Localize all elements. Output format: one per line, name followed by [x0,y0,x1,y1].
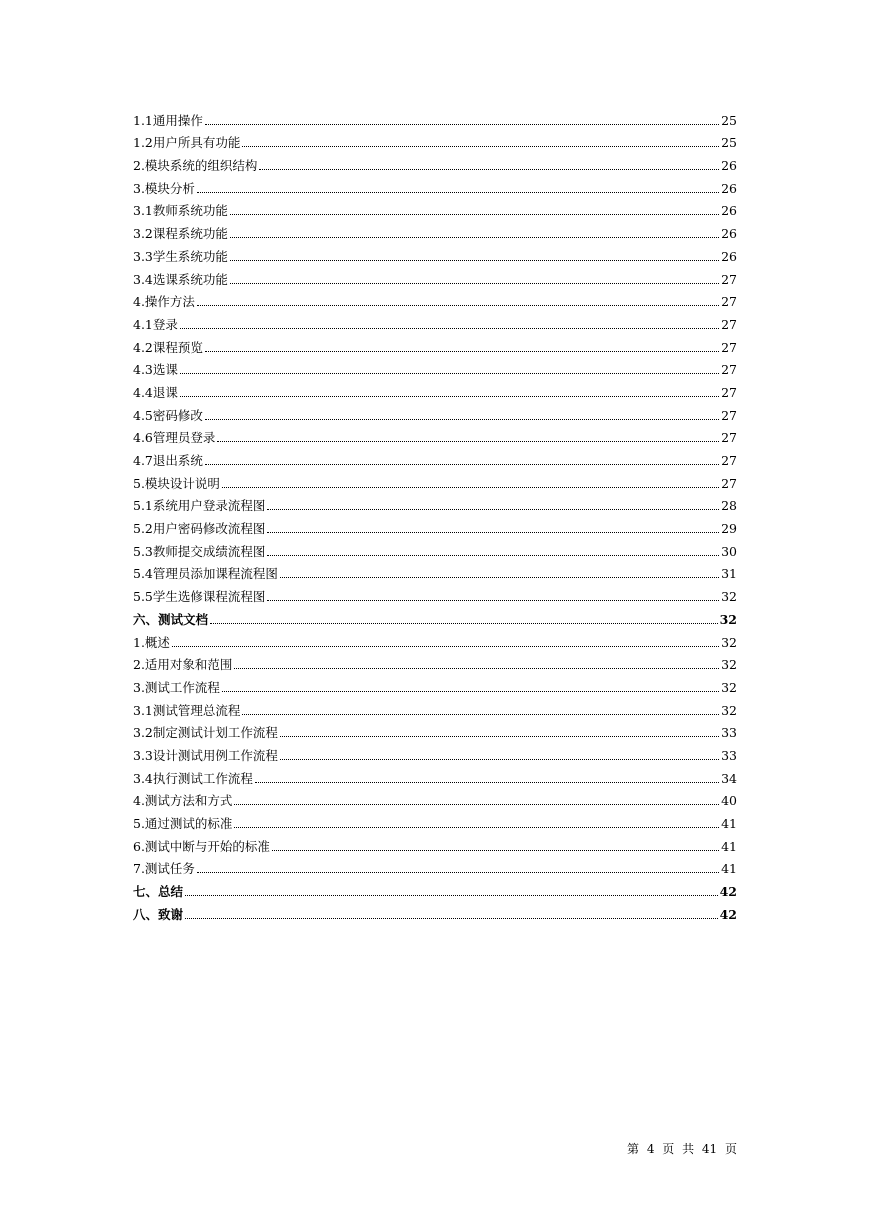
toc-dot-leader [205,418,719,420]
toc-entry-page-number: 26 [721,158,737,174]
toc-entry-label: 5.4管理员添加课程流程图 [133,566,278,582]
toc-entry-label: 5.2用户密码修改流程图 [133,521,266,537]
toc-entry-page-number: 27 [721,384,737,400]
toc-entry-label: 1.1通用操作 [133,112,203,128]
toc-entry-page-number: 42 [719,906,737,922]
toc-dot-leader [197,871,719,873]
toc-entry-page-number: 32 [721,589,737,605]
toc-dot-leader [255,781,719,783]
toc-entry-label: 4.1登录 [133,316,178,332]
toc-entry-page-number: 41 [721,861,737,877]
toc-entry-page-number: 26 [721,203,737,219]
toc-entry-page-number: 26 [721,248,737,264]
toc-entry-label: 六、测试文档 [133,611,209,627]
toc-dot-leader [180,327,719,329]
toc-entry[interactable] [133,877,737,900]
toc-entry-page-number: 33 [721,747,737,763]
toc-entry-label: 3.4选课系统功能 [133,271,228,287]
toc-entry[interactable] [133,310,737,333]
page-number-footer: 第 4 页 共 41 页 [627,1142,737,1156]
toc-dot-leader [205,350,719,352]
toc-entry-page-number: 27 [721,362,737,378]
toc-entry-label: 4.3选课 [133,362,178,378]
toc-dot-leader [272,849,719,851]
toc-entry[interactable] [133,288,737,311]
toc-entry-page-number: 25 [721,135,737,151]
toc-dot-leader [267,554,719,556]
toc-entry-page-number: 26 [721,180,737,196]
toc-entry[interactable] [133,265,737,288]
toc-entry[interactable] [133,333,737,356]
toc-dot-leader [234,667,719,669]
toc-dot-leader [222,690,719,692]
toc-dot-leader [210,622,718,624]
toc-entry-label: 3.2制定测试计划工作流程 [133,725,278,741]
toc-entry-page-number: 31 [721,566,737,582]
toc-entry[interactable] [133,469,737,492]
toc-dot-leader [242,145,719,147]
toc-entry[interactable] [133,378,737,401]
toc-entry[interactable] [133,651,737,674]
toc-entry-page-number: 27 [721,271,737,287]
toc-dot-leader [217,440,719,442]
toc-entry-page-number: 27 [721,475,737,491]
toc-entry-label: 4.5密码修改 [133,407,203,423]
toc-dot-leader [267,599,719,601]
toc-entry-label: 4.测试方法和方式 [133,793,233,809]
toc-entry-page-number: 28 [721,498,737,514]
toc-entry[interactable] [133,832,737,855]
toc-entry-page-number: 33 [721,725,737,741]
toc-dot-leader [230,282,719,284]
toc-entry[interactable] [133,582,737,605]
toc-entry[interactable] [133,900,737,923]
toc-entry-label: 3.3学生系统功能 [133,248,228,264]
toc-dot-leader [205,463,719,465]
toc-entry-page-number: 40 [721,793,737,809]
toc-entry-page-number: 32 [719,611,737,627]
toc-dot-leader [180,372,719,374]
toc-entry-label: 4.2课程预览 [133,339,203,355]
toc-entry[interactable] [133,719,737,742]
toc-entry-page-number: 41 [721,816,737,831]
toc-entry[interactable] [133,514,737,537]
toc-entry-label: 5.1系统用户登录流程图 [133,498,266,514]
toc-entry-label: 5.3教师提交成绩流程图 [133,543,266,559]
toc-dot-leader [172,645,719,647]
toc-entry-page-number: 27 [721,430,737,446]
toc-entry-page-number: 41 [721,838,737,854]
toc-entry-label: 3.模块分析 [133,180,195,196]
toc-entry-label: 3.1测试管理总流程 [133,702,241,718]
toc-entry-page-number: 25 [721,112,737,128]
toc-entry[interactable] [133,787,737,810]
toc-dot-leader [234,803,719,805]
toc-entry-page-number: 27 [721,316,737,332]
toc-entry-page-number: 32 [721,702,737,718]
toc-dot-leader [185,894,718,896]
toc-entry-label: 2.模块系统的组织结构 [133,158,258,174]
toc-dot-leader [197,191,719,193]
toc-dot-leader [230,236,719,238]
toc-entry[interactable] [133,492,737,515]
toc-dot-leader [267,531,719,533]
toc-entry-label: 3.测试工作流程 [133,679,220,695]
toc-entry[interactable] [133,197,737,220]
toc-entry-page-number: 27 [721,339,737,355]
toc-entry-label: 7.测试任务 [133,861,195,877]
toc-dot-leader [230,259,719,261]
toc-entry[interactable] [133,151,737,174]
toc-entry-label: 3.1教师系统功能 [133,203,228,219]
toc-entry[interactable] [133,356,737,379]
toc-dot-leader [205,123,719,125]
toc-entry-page-number: 30 [721,543,737,559]
toc-entry-label: 4.7退出系统 [133,453,203,468]
toc-entry[interactable] [133,855,737,878]
toc-entry-label: 八、致谢 [133,906,184,922]
toc-entry[interactable] [133,764,737,787]
toc-entry[interactable] [133,560,737,583]
toc-entry-label: 3.3设计测试用例工作流程 [133,747,278,763]
toc-dot-leader [222,486,719,488]
toc-entry[interactable] [133,174,737,197]
toc-dot-leader [234,826,719,828]
toc-dot-leader [280,576,719,578]
toc-dot-leader [259,168,719,170]
toc-dot-leader [267,508,719,510]
toc-entry-label: 3.2课程系统功能 [133,226,228,242]
toc-entry[interactable] [133,424,737,447]
toc-entry-page-number: 27 [721,407,737,423]
toc-entry[interactable] [133,605,737,628]
toc-entry-label: 七、总结 [133,884,184,900]
table-of-contents [133,106,737,923]
toc-entry[interactable] [133,106,737,129]
toc-entry-page-number: 27 [721,453,737,468]
toc-dot-leader [280,758,719,760]
toc-dot-leader [180,395,719,397]
toc-entry-page-number: 34 [721,770,737,786]
toc-entry-label: 4.操作方法 [133,294,195,310]
toc-entry[interactable] [133,696,737,719]
toc-entry-page-number: 32 [721,679,737,695]
toc-dot-leader [230,213,719,215]
toc-entry[interactable] [133,242,737,265]
toc-entry[interactable] [133,809,737,832]
toc-entry[interactable] [133,401,737,424]
toc-entry-page-number: 32 [721,634,737,650]
toc-entry[interactable] [133,628,737,651]
toc-entry-page-number: 26 [721,226,737,242]
toc-entry-page-number: 42 [719,884,737,900]
toc-dot-leader [185,917,718,919]
toc-entry[interactable] [133,219,737,242]
toc-entry-label: 5.模块设计说明 [133,475,220,491]
toc-entry-page-number: 27 [721,294,737,310]
toc-entry-label: 4.6管理员登录 [133,430,216,446]
toc-entry[interactable] [133,446,737,469]
toc-entry-label: 5.通过测试的标准 [133,816,233,831]
toc-entry-page-number: 32 [721,657,737,673]
toc-entry-label: 6.测试中断与开始的标准 [133,838,270,854]
toc-entry-label: 2.适用对象和范围 [133,657,233,673]
toc-dot-leader [280,735,719,737]
toc-entry[interactable] [133,741,737,764]
toc-dot-leader [242,713,719,715]
toc-entry-label: 5.5学生选修课程流程图 [133,589,266,605]
toc-entry-label: 3.4执行测试工作流程 [133,770,253,786]
toc-entry[interactable] [133,537,737,560]
toc-entry[interactable] [133,673,737,696]
toc-entry-page-number: 29 [721,521,737,537]
toc-entry-label: 1.概述 [133,634,170,650]
toc-dot-leader [197,304,719,306]
toc-entry-label: 1.2用户所具有功能 [133,135,241,151]
toc-entry[interactable] [133,129,737,152]
toc-entry-label: 4.4退课 [133,384,178,400]
